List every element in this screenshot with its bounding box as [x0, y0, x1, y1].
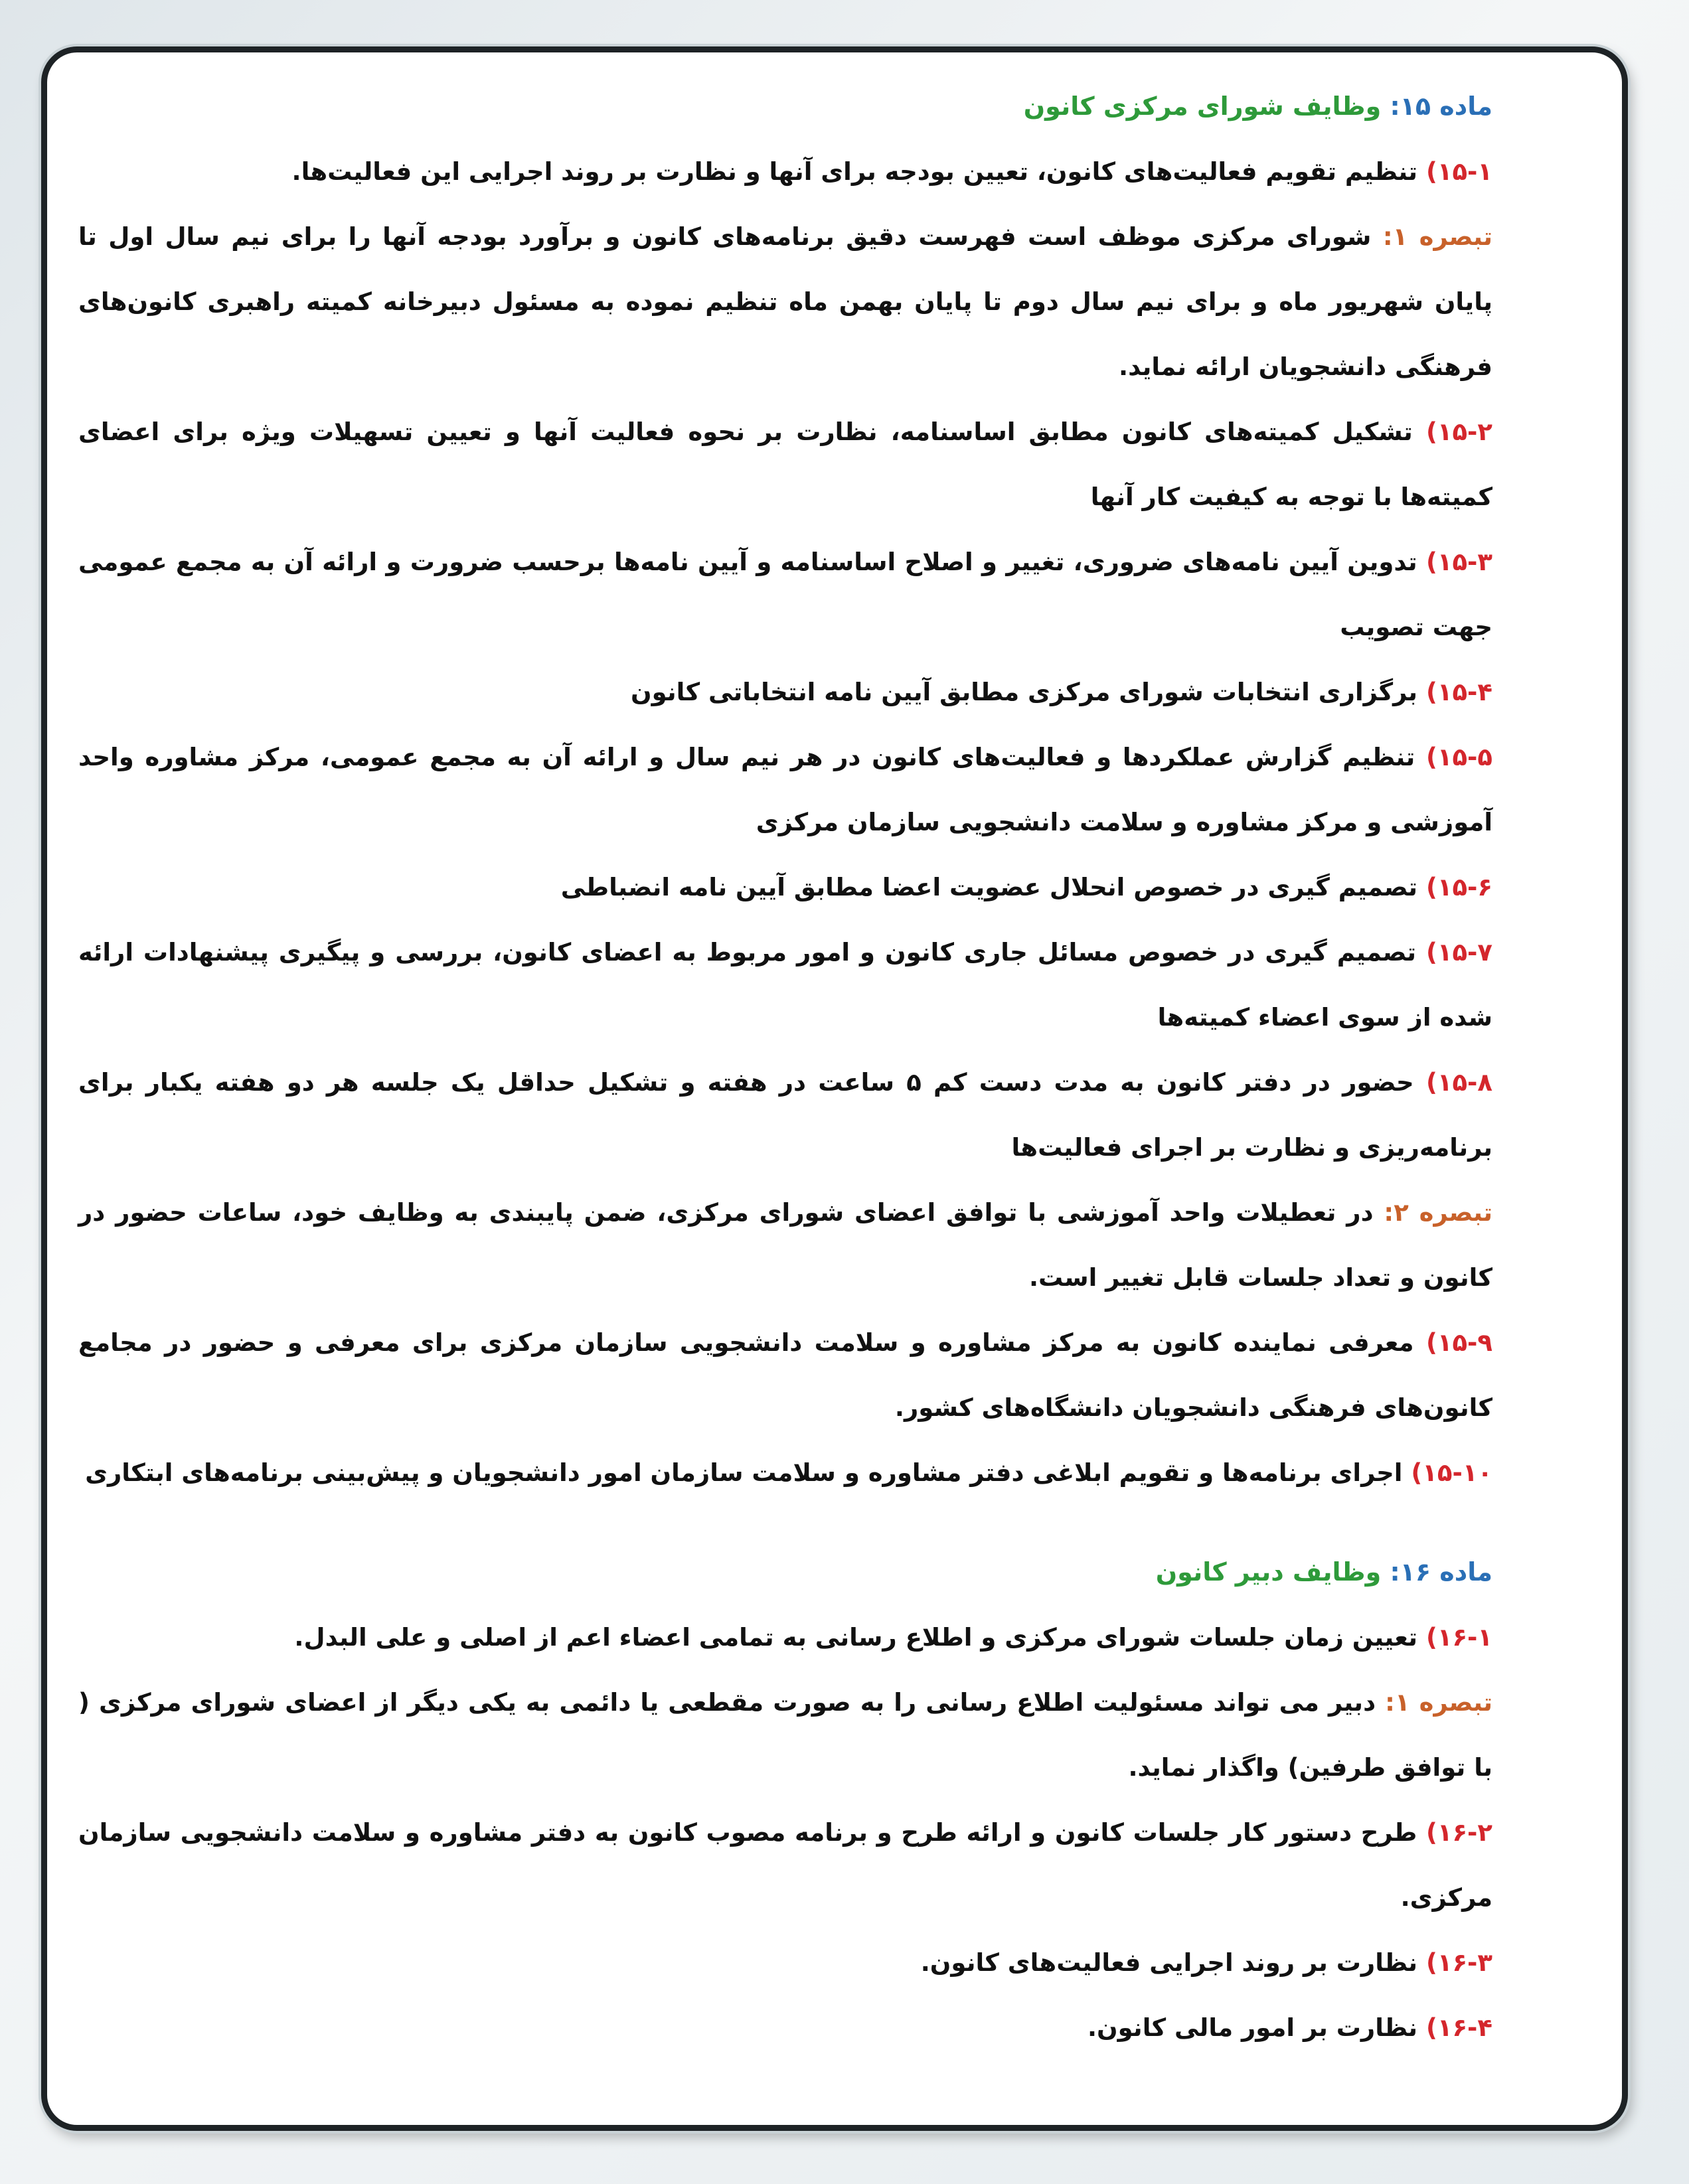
article-15-item-1	[78, 139, 1492, 204]
article-15-heading	[78, 73, 1492, 139]
article-16-item-1	[78, 1605, 1492, 1670]
item-number: ۱۵-۷)	[1425, 938, 1492, 967]
article-15-item-2	[78, 400, 1492, 530]
note-label: تبصره ۲:	[1384, 1198, 1492, 1227]
item-text: تنظیم گزارش عملکردها و فعالیت‌های کانون در هر نیم سال و ارائه آن به مجمع عمومی، مرکز مشاوره واحد آموزشی و مرکز مشاوره و سلامت دانشجویی سازمان مرکزی	[78, 743, 1492, 836]
item-text: طرح دستور کار جلسات کانون و ارائه طرح و برنامه مصوب کانون به دفتر مشاوره و سلامت دانشجویی سازمان مرکزی.	[78, 1818, 1492, 1912]
item-text: برگزاری انتخابات شورای مرکزی مطابق آیین نامه انتخاباتی کانون	[631, 678, 1418, 706]
item-text: تدوین آیین نامه‌های ضروری، تغییر و اصلاح اساسنامه و آیین نامه‌ها برحسب ضرورت و ارائه آن به مجمع عمومی جهت تصویب	[78, 548, 1492, 641]
note-label: تبصره ۱:	[1385, 1688, 1492, 1717]
article-15-label: ماده ۱۵:	[1390, 92, 1492, 121]
item-text: معرفی نماینده کانون به مرکز مشاوره و سلامت دانشجویی سازمان مرکزی برای معرفی و حضور در مجامع کانون‌های فرهنگی دانشجویان دانشگاه‌های کشور.	[78, 1328, 1492, 1422]
article-15-item-7	[78, 920, 1492, 1050]
item-number: ۱۶-۳)	[1425, 1948, 1492, 1977]
item-text: تصمیم گیری در خصوص مسائل جاری کانون و امور مربوط به اعضای کانون، بررسی و پیگیری پیشنهادات ارائه شده از سوی اعضاء کمیته‌ها	[78, 938, 1492, 1032]
item-number: ۱۶-۲)	[1425, 1818, 1492, 1847]
item-number: ۱۵-۵)	[1425, 743, 1492, 771]
item-number: ۱۶-۴)	[1425, 2013, 1492, 2042]
item-text: حضور در دفتر کانون به مدت دست کم ۵ ساعت در هفته و تشکیل حداقل یک جلسه هر دو هفته یکبار برای برنامه‌ریزی و نظارت بر اجرای فعالیت‌ها	[78, 1068, 1492, 1162]
item-text: اجرای برنامه‌ها و تقویم ابلاغی دفتر مشاوره و سلامت سازمان امور دانشجویان و پیش‌بینی برنامه‌های ابتکاری	[85, 1458, 1403, 1487]
article-15-title: وظایف شورای مرکزی کانون	[1023, 92, 1382, 121]
item-text: تعیین زمان جلسات شورای مرکزی و اطلاع رسانی به تمامی اعضاء اعم از اصلی و علی البدل.	[294, 1623, 1418, 1652]
article-16-note-1	[78, 1670, 1492, 1800]
section-gap	[78, 1506, 1492, 1539]
item-text: تشکیل کمیته‌های کانون مطابق اساسنامه، نظارت بر نحوه فعالیت آنها و تعیین تسهیلات ویژه برای اعضای کمیته‌ها با توجه به کیفیت کار آنها	[78, 418, 1492, 511]
article-15-item-8	[78, 1050, 1492, 1180]
note-text: دبیر می تواند مسئولیت اطلاع رسانی را به صورت مقطعی یا دائمی به یکی دیگر از اعضای شورای مرکزی ( با توافق طرفین) واگذار نماید.	[78, 1688, 1492, 1782]
item-text: تنظیم تقویم فعالیت‌های کانون، تعیین بودجه برای آنها و نظارت بر روند اجرایی این فعالیت‌ها.	[291, 157, 1418, 186]
item-number: ۱۵-۹)	[1425, 1328, 1492, 1357]
article-16-title: وظایف دبیر کانون	[1155, 1557, 1382, 1587]
item-number: ۱۵-۸)	[1425, 1068, 1492, 1097]
item-number: ۱۵-۳)	[1425, 548, 1492, 576]
note-text: شورای مرکزی موظف است فهرست دقیق برنامه‌های کانون و برآورد بودجه آنها را برای نیم سال اول تا پایان شهریور ماه و برای نیم سال دوم تا پایان بهمن ماه تنظیم نموده به مسئول دبیرخانه کمیته راهبری کانون‌های فرهنگی دانشجویان ارائه نماید.	[78, 222, 1492, 381]
note-label: تبصره ۱:	[1382, 222, 1492, 251]
article-16-heading	[78, 1539, 1492, 1605]
article-15-item-9	[78, 1310, 1492, 1441]
item-text: تصمیم گیری در خصوص انحلال عضویت اعضا مطابق آیین نامه انضباطی	[560, 873, 1418, 901]
item-number: ۱۵-۱۰)	[1411, 1458, 1492, 1487]
article-16-item-3	[78, 1930, 1492, 1995]
article-16-label: ماده ۱۶:	[1390, 1557, 1492, 1587]
article-15-item-5	[78, 725, 1492, 855]
item-number: ۱۵-۱)	[1425, 157, 1492, 186]
article-16-item-4	[78, 1995, 1492, 2061]
item-number: ۱۵-۲)	[1425, 418, 1492, 446]
document-body	[78, 73, 1492, 2061]
article-16-item-2	[78, 1800, 1492, 1930]
article-15-item-6	[78, 855, 1492, 920]
article-15-note-2	[78, 1180, 1492, 1310]
item-text: نظارت بر امور مالی کانون.	[1087, 2013, 1418, 2042]
item-number: ۱۵-۴)	[1425, 678, 1492, 706]
item-number: ۱۶-۱)	[1425, 1623, 1492, 1652]
article-15-item-3	[78, 530, 1492, 660]
item-number: ۱۵-۶)	[1425, 873, 1492, 901]
article-15-note-1	[78, 204, 1492, 400]
item-text: نظارت بر روند اجرایی فعالیت‌های کانون.	[920, 1948, 1418, 1977]
article-15-item-4	[78, 660, 1492, 725]
note-text: در تعطیلات واحد آموزشی با توافق اعضای شورای مرکزی، ضمن پایبندی به وظایف خود، ساعات حضور در کانون و تعداد جلسات قابل تغییر است.	[78, 1198, 1492, 1292]
article-15-item-10	[78, 1441, 1492, 1506]
